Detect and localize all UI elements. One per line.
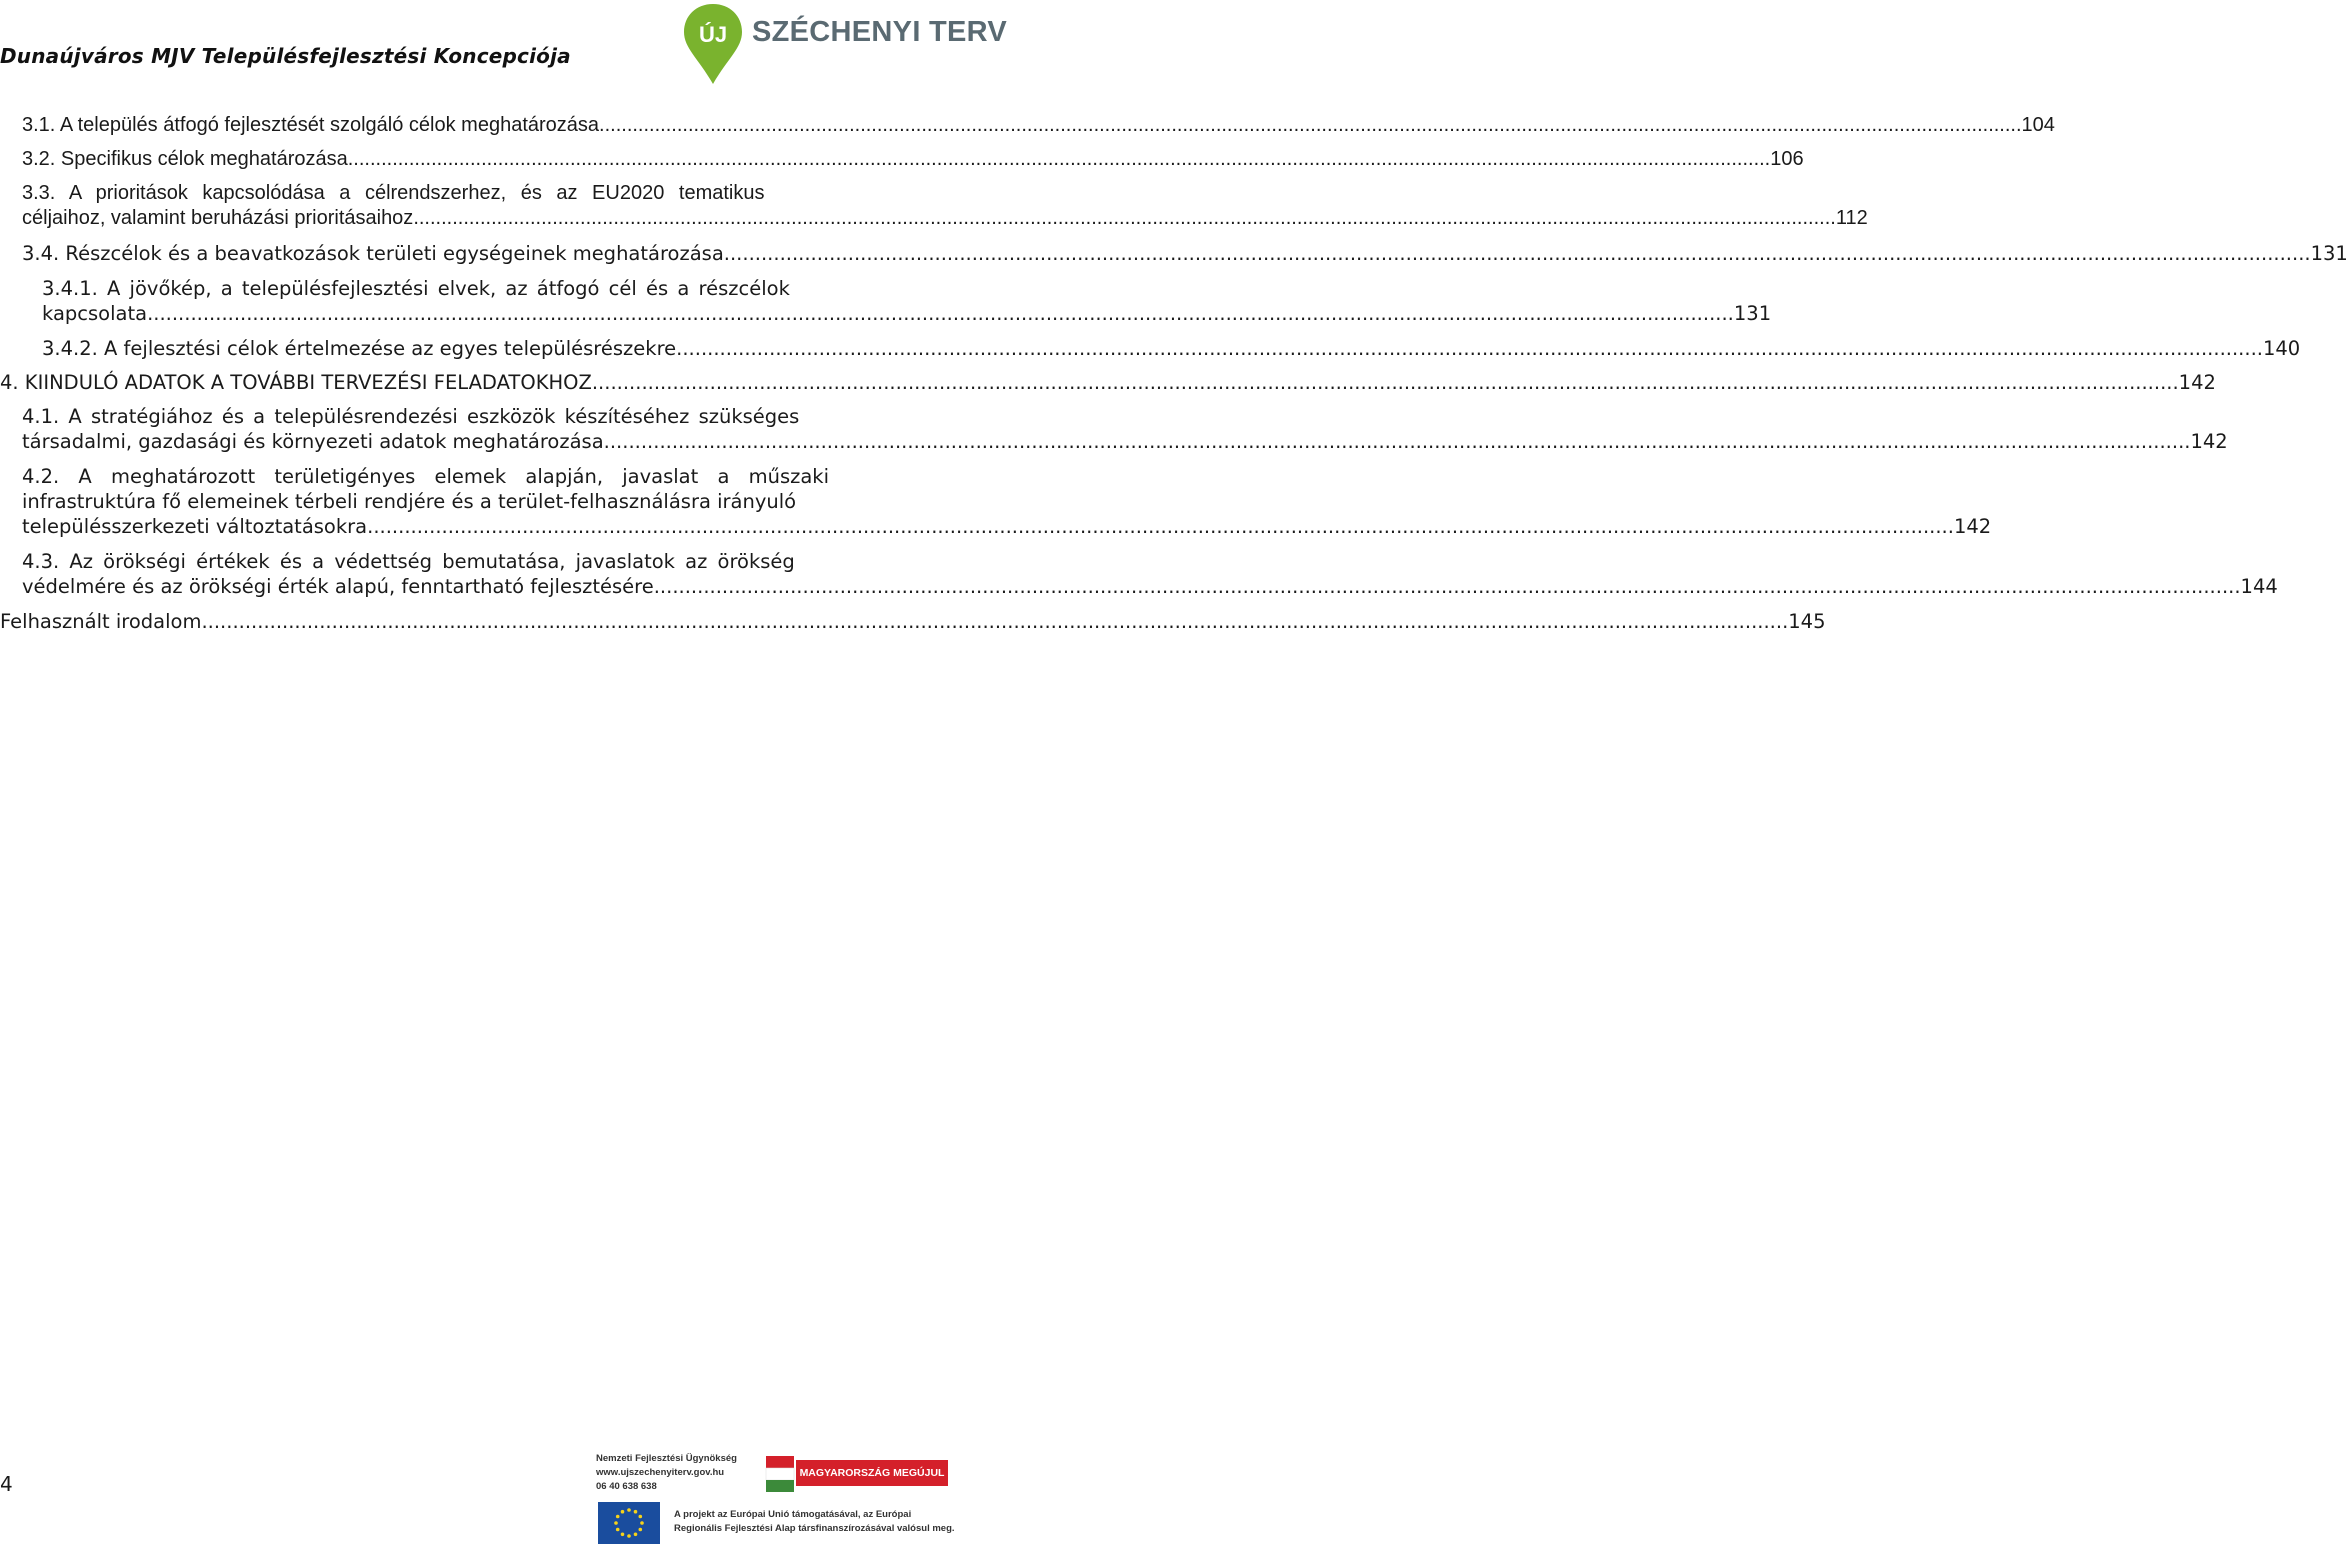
map-pin-icon	[682, 2, 744, 86]
toc-leader-dots	[592, 370, 2179, 395]
toc-entry-text-line: 3.4.1. A jövőkép, a településfejlesztési elvek, az átfogó cél és a részcélok	[42, 277, 790, 300]
agency-phone: 06 40 638 638	[596, 1481, 657, 1492]
szechenyi-terv-logo	[682, 2, 1008, 86]
agency-name: Nemzeti Fejlesztési Ügynökség	[596, 1453, 737, 1464]
toc-page-number: 131	[2310, 242, 2348, 265]
toc-entry-text-line: 4.1. A stratégiához és a településrendezési eszközök készítéséhez szükséges	[22, 405, 800, 428]
hungarian-flag-icon	[766, 1456, 794, 1492]
toc-entry-text-line: társadalmi, gazdasági és környezeti adatok meghatározása	[22, 430, 604, 453]
toc-page-number: 142	[2190, 430, 2228, 453]
toc-entry-text: 3.4.2. A fejlesztési célok értelmezése az egyes településrészekre	[42, 337, 677, 360]
eu-funding-note	[674, 1508, 955, 1536]
toc-page-number: 144	[2240, 575, 2278, 598]
toc-page-number: 131	[1733, 302, 1772, 325]
toc-leader-dots	[147, 301, 1734, 326]
toc-entry[interactable]	[22, 241, 2348, 266]
toc-page-number: 142	[1953, 515, 1992, 538]
eu-flag-icon	[598, 1502, 660, 1544]
agency-website: www.ujszechenyiterv.gov.hu	[596, 1467, 725, 1478]
toc-leader-dots	[413, 206, 1836, 231]
toc-page-number: 106	[1770, 148, 1804, 170]
logo-brand-text: SZÉCHENYI TERV	[752, 16, 1008, 48]
toc-leader-dots	[604, 429, 2191, 454]
toc-entry-text-line: infrastruktúra fő elemeinek térbeli rendjére és a terület-felhasználásra irányuló	[22, 490, 797, 513]
magyarorszag-megujul-logo	[766, 1456, 952, 1492]
toc-leader-dots	[348, 147, 1771, 172]
toc-entry-text-line: céljaihoz, valamint beruházási prioritásaihoz	[22, 207, 414, 229]
toc-entry[interactable]	[0, 370, 2216, 395]
toc-entry[interactable]	[22, 549, 2278, 599]
toc-entry-text: 3.1. A település átfogó fejlesztését szolgáló célok meghatározása	[22, 114, 600, 136]
toc-entry-text: 3.4. Részcélok és a beavatkozások területi egységeinek meghatározása	[22, 242, 724, 265]
toc-leader-dots	[201, 609, 1788, 634]
toc-leader-dots	[654, 574, 2241, 599]
footer-logos	[596, 1450, 958, 1550]
toc-leader-dots	[676, 336, 2263, 361]
toc-entry[interactable]	[22, 404, 2228, 454]
toc-entry-text: 3.2. Specifikus célok meghatározása	[22, 148, 348, 170]
toc-entry[interactable]	[22, 464, 1992, 539]
eu-funding-line: A projekt az Európai Unió támogatásával, az Európai	[674, 1509, 912, 1520]
toc-leader-dots	[724, 241, 2311, 266]
toc-entry-text-line: 3.3. A prioritások kapcsolódása a célrendszerhez, és az EU2020 tematikus	[22, 182, 765, 204]
agency-contact	[596, 1452, 746, 1494]
toc-leader-dots	[367, 514, 1954, 539]
toc-leader-dots	[599, 113, 2022, 138]
slogan-banner: MAGYARORSZÁG MEGÚJUL	[796, 1460, 948, 1486]
toc-entry[interactable]	[0, 609, 1826, 634]
toc-page-number: 104	[2021, 114, 2055, 136]
toc-entry[interactable]	[22, 181, 1868, 231]
toc-entry-text: 4. KIINDULÓ ADATOK A TOVÁBBI TERVEZÉSI FELADATOKHOZ	[0, 371, 592, 394]
logo-badge-text: ÚJ	[698, 22, 728, 47]
toc-entry-text-line: 4.3. Az örökségi értékek és a védettség bemutatása, javaslatok az örökség	[22, 550, 795, 573]
toc-entry-text-line: településszerkezeti változtatásokra	[22, 515, 368, 538]
toc-entry[interactable]	[22, 147, 1804, 172]
toc-page-number: 140	[2262, 337, 2301, 360]
toc-entry-text-line: védelmére és az örökségi érték alapú, fenntartható fejlesztésére	[22, 575, 654, 598]
toc-page-number: 145	[1788, 610, 1826, 633]
toc-entry[interactable]	[22, 113, 2055, 138]
toc-page-number: 142	[2178, 371, 2216, 394]
eu-funding-line: Regionális Fejlesztési Alap társfinanszírozásával valósul meg.	[674, 1523, 955, 1534]
toc-page-number: 112	[1835, 207, 1868, 229]
toc-entry-text: Felhasznált irodalom	[0, 610, 202, 633]
page-number: 4	[0, 1472, 13, 1496]
toc-entry-text-line: 4.2. A meghatározott területigényes elemek alapján, javaslat a műszaki	[22, 465, 830, 488]
toc-entry-text-line: kapcsolata	[42, 302, 148, 325]
toc-entry[interactable]	[42, 276, 1772, 326]
toc-entry[interactable]	[42, 336, 2301, 361]
document-title: Dunaújváros MJV Településfejlesztési Koncepciója	[0, 44, 571, 68]
